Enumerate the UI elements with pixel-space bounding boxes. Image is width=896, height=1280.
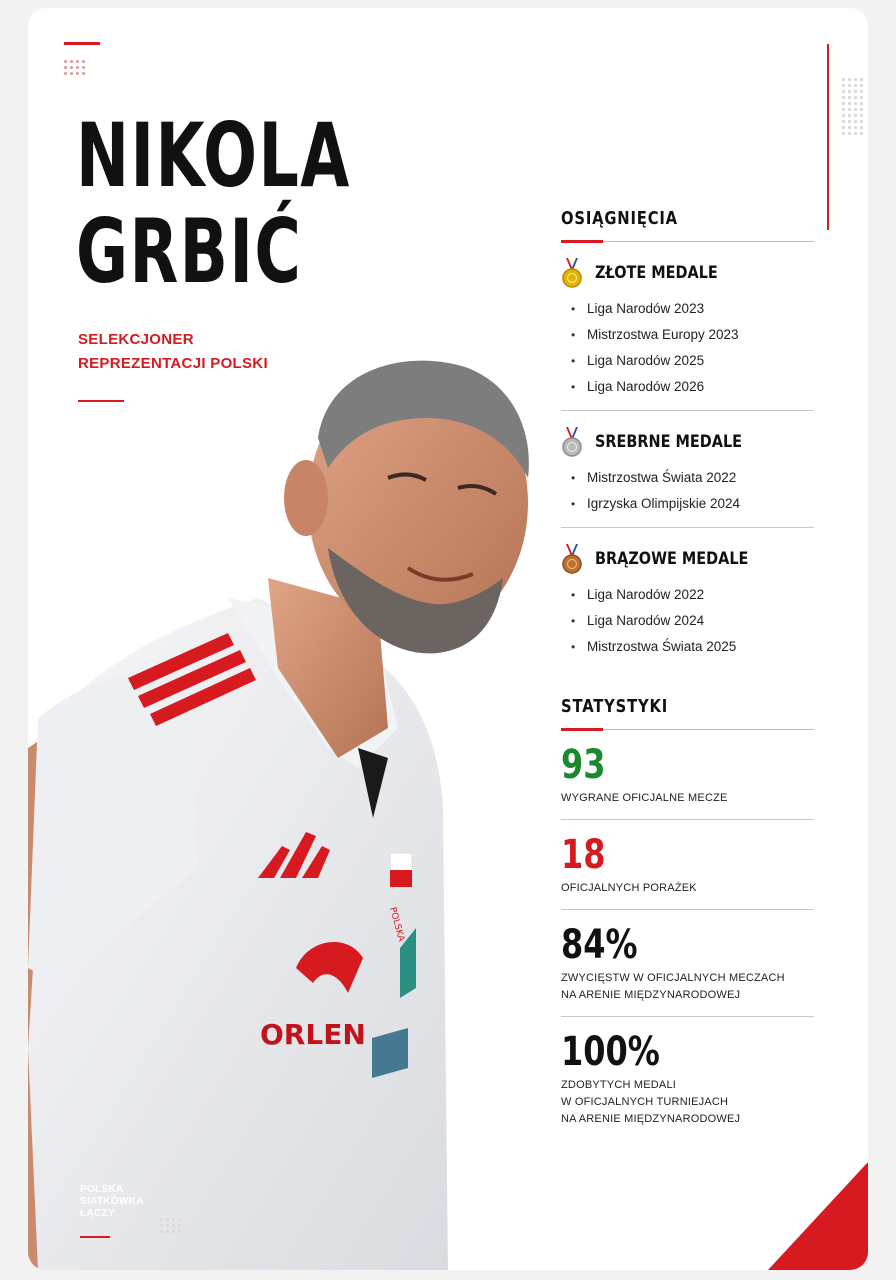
coach-photo (28, 348, 548, 1270)
bronze-medal-icon (561, 544, 583, 574)
stat-description: WYGRANE OFICJALNE MECZE (561, 792, 728, 804)
bronze-medals-section (561, 528, 814, 670)
name-first: NIKOLA (76, 104, 351, 207)
stat-losses (561, 820, 814, 910)
shirt-sponsor-text: ORLEN (260, 1018, 366, 1051)
role-line-2: REPREZENTACJI POLSKI (78, 355, 268, 372)
list-item: • Mistrzostwa Europy 2023 (571, 322, 814, 348)
gold-medals-label: ZŁOTE MEDALE (595, 263, 718, 283)
list-item: • Mistrzostwa Świata 2025 (571, 634, 814, 660)
stats-title-rule (561, 729, 814, 730)
stat-value: 18 (561, 832, 606, 878)
silver-medals-section (561, 411, 814, 528)
list-item: • Igrzyska Olimpijskie 2024 (571, 491, 814, 517)
stat-value: 84% (561, 922, 638, 968)
name-last: GRBIĆ (76, 200, 303, 303)
stat-value: 100% (561, 1029, 660, 1075)
brand-line-1: POLSKA (80, 1184, 124, 1195)
stat-description: NA ARENIE MIĘDZYNARODOWEJ (561, 989, 741, 1001)
gold-medal-icon (561, 258, 583, 288)
silver-medals-label: SREBRNE MEDALE (595, 432, 743, 452)
decorative-dots-top-right (842, 78, 863, 135)
decorative-dots-top-left (64, 60, 85, 75)
stats-title: STATYSTYKI (561, 696, 669, 717)
stat-wins (561, 730, 814, 820)
stat-description: NA ARENIE MIĘDZYNARODOWEJ (561, 1113, 741, 1125)
role-line-1: SELEKCJONER (78, 331, 194, 348)
stat-description: ZDOBYTYCH MEDALI (561, 1079, 677, 1091)
brand-accent-line (80, 1236, 110, 1238)
top-accent-line (64, 42, 100, 45)
poster-card (28, 8, 868, 1270)
stat-description: OFICJALNYCH PORAŻEK (561, 882, 697, 894)
brand-line-2: SIATKÓWKA (80, 1196, 144, 1207)
stat-medal-rate (561, 1017, 814, 1140)
list-item: • Liga Narodów 2025 (571, 348, 814, 374)
list-item: • Liga Narodów 2023 (571, 296, 814, 322)
gold-medals-section (561, 242, 814, 411)
silver-medal-icon (561, 427, 583, 457)
red-corner-triangle (768, 1162, 868, 1270)
stat-description: W OFICJALNYCH TURNIEJACH (561, 1096, 729, 1108)
list-item: • Mistrzostwa Świata 2022 (571, 465, 814, 491)
coach-name (76, 104, 351, 303)
decorative-dots-bottom (160, 1218, 181, 1233)
list-item: • Liga Narodów 2026 (571, 374, 814, 400)
list-item: • Liga Narodów 2024 (571, 608, 814, 634)
brand-logo (80, 1184, 144, 1220)
stat-value: 93 (561, 742, 606, 788)
info-column (561, 208, 814, 1140)
achievements-title: OSIĄGNIĘCIA (561, 208, 678, 229)
list-item: • Liga Narodów 2022 (571, 582, 814, 608)
achievements-title-rule (561, 241, 814, 242)
stat-win-rate (561, 910, 814, 1017)
stat-description: ZWYCIĘSTW W OFICJALNYCH MECZACH (561, 972, 785, 984)
sleeve-text: POLSKA (387, 906, 406, 943)
silver-medals-list (561, 465, 814, 517)
bronze-medals-label: BRĄZOWE MEDALE (595, 549, 749, 569)
brand-line-3: ŁĄCZY (80, 1208, 115, 1219)
vertical-accent-line (827, 44, 829, 230)
bronze-medals-list (561, 582, 814, 660)
gold-medals-list (561, 296, 814, 400)
